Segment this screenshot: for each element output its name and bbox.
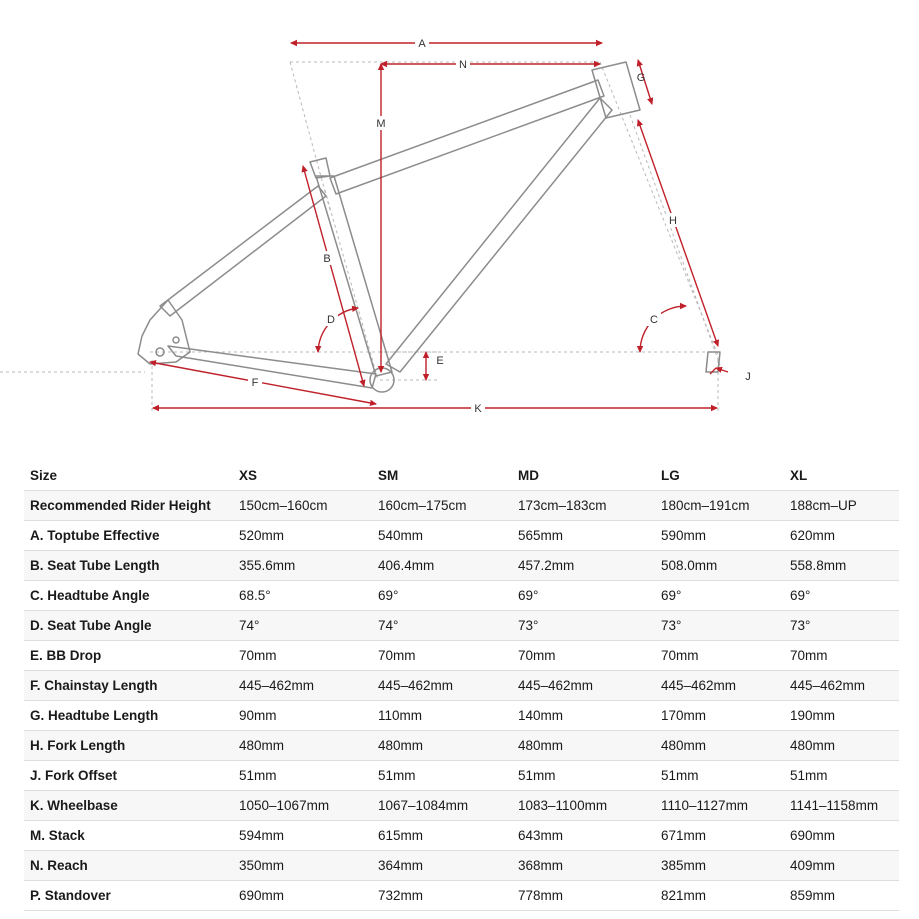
table-row [24,551,899,581]
value-cell: 445–462mm [784,671,899,701]
table-row [24,821,899,851]
value-cell: 508.0mm [655,551,784,581]
value-cell: 540mm [372,521,512,551]
value-cell: 590mm [655,521,784,551]
row-label-cell: A. Toptube Effective [24,521,233,551]
table-row [24,641,899,671]
value-cell: 1110–1127mm [655,791,784,821]
value-cell: 406.4mm [372,551,512,581]
dim-b-line [303,166,364,386]
header-cell: SM [372,461,512,491]
reference-lines [0,62,720,412]
label-c: C [650,314,658,326]
value-cell: 51mm [655,761,784,791]
value-cell: 594mm [233,821,372,851]
value-cell: 140mm [512,701,655,731]
label-j: J [745,371,751,383]
table-row [24,581,899,611]
row-label-cell: K. Wheelbase [24,791,233,821]
table-row [24,701,899,731]
value-cell: 480mm [233,731,372,761]
value-cell: 69° [512,581,655,611]
value-cell: 74° [372,611,512,641]
value-cell: 70mm [784,641,899,671]
value-cell: 690mm [233,881,372,911]
dimension-lines [150,43,728,408]
dimension-labels [248,36,751,415]
value-cell: 445–462mm [512,671,655,701]
table-row [24,611,899,641]
label-b: B [323,253,331,265]
row-label-cell: H. Fork Length [24,731,233,761]
value-cell: 90mm [233,701,372,731]
label-a: A [418,38,426,50]
value-cell: 150cm–160cm [233,491,372,521]
value-cell: 188cm–UP [784,491,899,521]
label-e: E [436,355,444,367]
row-label-cell: G. Headtube Length [24,701,233,731]
value-cell: 69° [784,581,899,611]
value-cell: 70mm [655,641,784,671]
value-cell: 671mm [655,821,784,851]
value-cell: 457.2mm [512,551,655,581]
value-cell: 565mm [512,521,655,551]
header-cell: XS [233,461,372,491]
table-row [24,521,899,551]
value-cell: 350mm [233,851,372,881]
value-cell: 445–462mm [372,671,512,701]
label-h: H [669,215,677,227]
row-label-cell: E. BB Drop [24,641,233,671]
value-cell: 73° [512,611,655,641]
value-cell: 778mm [512,881,655,911]
row-label-cell: N. Reach [24,851,233,881]
value-cell: 445–462mm [655,671,784,701]
header-cell: MD [512,461,655,491]
header-cell: XL [784,461,899,491]
table-row [24,671,899,701]
value-cell: 70mm [233,641,372,671]
value-cell: 445–462mm [233,671,372,701]
frame-geometry-diagram [0,0,919,440]
dim-j-line [710,368,728,374]
label-k: K [474,403,482,415]
value-cell: 69° [655,581,784,611]
label-m: M [376,118,386,130]
row-label-cell: D. Seat Tube Angle [24,611,233,641]
value-cell: 190mm [784,701,899,731]
value-cell: 70mm [512,641,655,671]
value-cell: 180cm–191cm [655,491,784,521]
header-cell: LG [655,461,784,491]
value-cell: 68.5° [233,581,372,611]
row-label-cell: M. Stack [24,821,233,851]
value-cell: 409mm [784,851,899,881]
row-label-cell: Recommended Rider Height [24,491,233,521]
label-g: G [636,72,646,84]
label-f: F [251,377,259,389]
value-cell: 480mm [655,731,784,761]
value-cell: 74° [233,611,372,641]
value-cell: 73° [655,611,784,641]
value-cell: 69° [372,581,512,611]
table-row [24,881,899,911]
value-cell: 364mm [372,851,512,881]
value-cell: 558.8mm [784,551,899,581]
value-cell: 51mm [784,761,899,791]
value-cell: 1067–1084mm [372,791,512,821]
table-row [24,491,899,521]
value-cell: 615mm [372,821,512,851]
value-cell: 51mm [233,761,372,791]
table-row [24,791,899,821]
label-d: D [327,314,335,326]
value-cell: 51mm [512,761,655,791]
value-cell: 160cm–175cm [372,491,512,521]
value-cell: 859mm [784,881,899,911]
geometry-table [24,461,899,911]
value-cell: 620mm [784,521,899,551]
value-cell: 355.6mm [233,551,372,581]
value-cell: 110mm [372,701,512,731]
table-row [24,731,899,761]
value-cell: 1083–1100mm [512,791,655,821]
value-cell: 643mm [512,821,655,851]
dim-c-arc [640,306,686,352]
row-label-cell: J. Fork Offset [24,761,233,791]
value-cell: 480mm [512,731,655,761]
table-row [24,761,899,791]
table-row [24,851,899,881]
row-label-cell: B. Seat Tube Length [24,551,233,581]
value-cell: 690mm [784,821,899,851]
value-cell: 520mm [233,521,372,551]
table-header-row [24,461,899,491]
value-cell: 368mm [512,851,655,881]
row-label-cell: F. Chainstay Length [24,671,233,701]
header-cell: Size [24,461,233,491]
value-cell: 821mm [655,881,784,911]
row-label-cell: C. Headtube Angle [24,581,233,611]
value-cell: 480mm [784,731,899,761]
value-cell: 732mm [372,881,512,911]
value-cell: 73° [784,611,899,641]
value-cell: 1141–1158mm [784,791,899,821]
value-cell: 385mm [655,851,784,881]
bike-frame [138,62,720,392]
value-cell: 480mm [372,731,512,761]
value-cell: 170mm [655,701,784,731]
row-label-cell: P. Standover [24,881,233,911]
value-cell: 70mm [372,641,512,671]
label-n: N [459,59,467,71]
value-cell: 51mm [372,761,512,791]
value-cell: 1050–1067mm [233,791,372,821]
value-cell: 173cm–183cm [512,491,655,521]
